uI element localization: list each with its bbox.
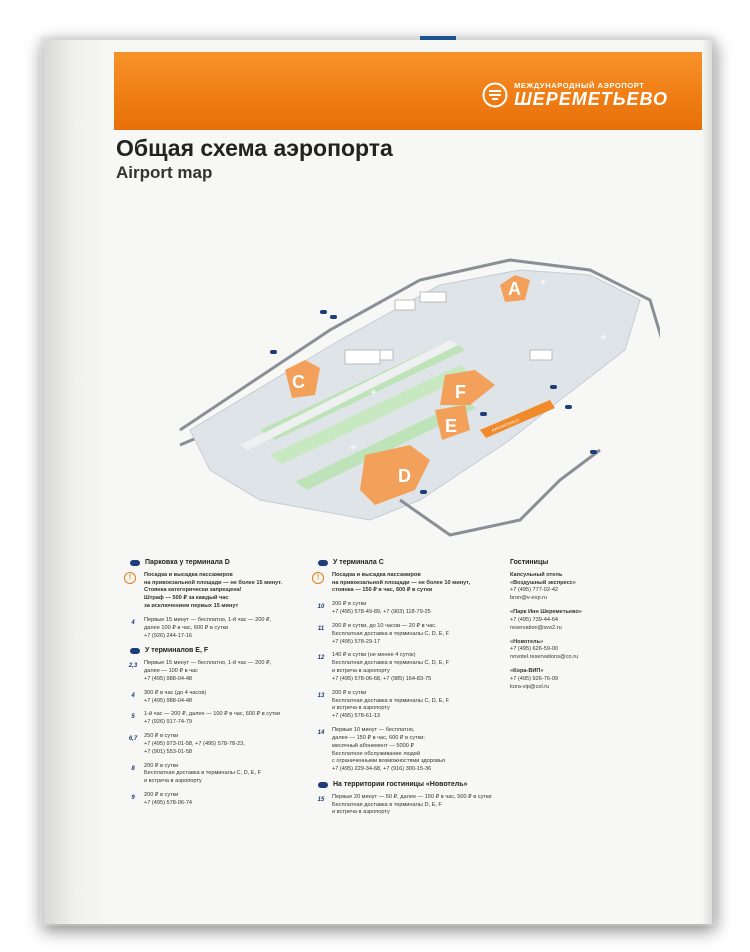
parking-icon xyxy=(590,450,597,454)
section-header-terminal-d xyxy=(130,558,310,568)
hotel-email: bron@v-exp.ru xyxy=(510,595,548,602)
item-line: Бесплатная доставка в терминалы D, E, F xyxy=(332,801,442,808)
parking-number: 6,7 xyxy=(128,736,138,743)
parking-number: 12 xyxy=(317,655,325,662)
item-line: +7 (901) 553-01-58 xyxy=(144,748,193,755)
parking-number: 10 xyxy=(317,604,325,611)
parking-item xyxy=(318,727,503,774)
terminal-f-label: F xyxy=(455,382,466,402)
parking-icon xyxy=(480,412,487,416)
section-title: Гостиницы xyxy=(510,559,549,566)
parking-number: 14 xyxy=(317,730,325,737)
hotel-name: «Воздушный экспресс» xyxy=(510,579,576,586)
parking-number: 5 xyxy=(131,714,135,721)
section-header-hotels xyxy=(510,558,610,568)
item-line: +7 (495) 578-06-68, +7 (985) 164-83-75 xyxy=(332,675,432,682)
hotel-phone: +7 (495) 739-44-64 xyxy=(510,616,559,623)
item-line: 200 ₽ в сутки xyxy=(332,689,367,696)
parking-item xyxy=(130,690,310,706)
parking-item xyxy=(130,711,310,727)
page-edge xyxy=(702,40,712,924)
section-header-terminal-ef xyxy=(130,646,310,656)
airplane-icon: ✈ xyxy=(370,388,377,397)
page-title-en: Airport map xyxy=(116,163,213,182)
item-line: далее 100 ₽ в час, 600 ₽ в сутки xyxy=(144,624,229,631)
logo-subtitle: МЕЖДУНАРОДНЫЙ АЭРОПОРТ xyxy=(514,81,645,91)
item-line: Бесплатная доставка в терминалы C, D, E, F xyxy=(332,630,450,637)
item-line: +7 (495) 988-04-48 xyxy=(144,675,193,682)
parking-item xyxy=(318,794,503,817)
item-line: +7 (495) 973-01-58, +7 (495) 578-78-23, xyxy=(144,740,245,747)
airplane-icon: ✈ xyxy=(350,443,357,452)
parking-number: 2,3 xyxy=(128,663,138,670)
hotel-entry xyxy=(510,609,610,632)
hotel-name: «Кора-ВИП» xyxy=(510,668,544,675)
hotel-name: Капсульный отель xyxy=(510,571,563,578)
section-title: У терминалов E, F xyxy=(145,647,209,655)
hotel-entry xyxy=(510,668,610,691)
airplane-icon: ✈ xyxy=(600,333,607,342)
parking-item xyxy=(130,763,310,786)
terminal-e-label: E xyxy=(445,416,458,436)
terminal-c-label: C xyxy=(292,372,305,392)
item-line: +7 (495) 578-06-74 xyxy=(144,799,193,806)
item-line: 250 ₽ в сутки xyxy=(144,733,179,740)
airport-logo xyxy=(482,80,668,110)
item-line: +7 (495) 988-04-48 xyxy=(144,697,193,704)
parking-item xyxy=(318,623,503,646)
warning-line: Штраф — 500 ₽ за каждый час xyxy=(144,595,229,602)
parking-item xyxy=(130,617,310,640)
hotel-entry xyxy=(510,639,610,662)
item-line: +7 (495) 229-34-68, +7 (916) 300-15-36 xyxy=(332,766,432,773)
building xyxy=(395,300,415,310)
airplane-icon: ✈ xyxy=(540,278,547,287)
warning-line: на привокзальной площади — не более 10 минут, xyxy=(332,579,471,586)
parking-icon xyxy=(565,405,572,409)
item-line: далее — 100 ₽ в час xyxy=(144,668,198,675)
hotel-email: kora-vip@col.ru xyxy=(510,683,550,690)
item-line: +7 (495) 578-49-89, +7 (903) 118-79-25 xyxy=(332,609,431,616)
item-line: +7 (495) 578-61-13 xyxy=(332,713,381,720)
warning-note xyxy=(130,572,310,611)
hotel-name: «Парк Инн Шереметьево» xyxy=(510,609,582,616)
item-line: месячный абонемент — 5000 ₽ xyxy=(332,742,414,749)
item-line: и встреча в аэропорту xyxy=(332,668,390,675)
item-line: Бесплатная доставка в терминалы C, D, E, F xyxy=(144,770,262,777)
item-line: 140 ₽ в сутки (не менее 4 суток) xyxy=(332,652,416,659)
warning-note xyxy=(318,572,503,595)
item-line: и встреча в аэропорту xyxy=(332,705,390,712)
airport-map xyxy=(120,190,660,570)
section-header-terminal-c xyxy=(318,558,503,568)
parking-number: 15 xyxy=(317,796,325,803)
building xyxy=(420,292,446,302)
section-title: Парковка у терминала D xyxy=(145,559,230,566)
item-line: 200 ₽ в сутки xyxy=(332,601,367,608)
warning-line: Стоянка категорически запрещена! xyxy=(144,587,242,594)
parking-number: 8 xyxy=(131,765,135,772)
hotel-name: «Новотель» xyxy=(510,638,544,645)
parking-number: 13 xyxy=(317,692,325,699)
parking-icon xyxy=(318,782,328,788)
parking-number: 11 xyxy=(317,625,325,632)
parking-item xyxy=(130,792,310,808)
hotel-email: reservation@svo2.ru xyxy=(510,624,562,631)
parking-number: 9 xyxy=(131,794,135,801)
item-line: 1-й час — 200 ₽, далее — 100 ₽ в час, 600 ₽ в сутки xyxy=(144,711,281,718)
warning-line: Посадка и высадка пассажиров xyxy=(332,571,421,578)
page-curl-shadow xyxy=(44,40,114,924)
parking-item xyxy=(318,690,503,721)
item-line: Бесплатная доставка в терминалы C, D, E, F xyxy=(332,697,450,704)
building xyxy=(530,350,552,360)
item-line: 300 ₽ в час (до 4 часов) xyxy=(144,689,207,696)
logo-text xyxy=(514,82,668,108)
item-line: Первые 10 минут — бесплатно, xyxy=(332,727,415,734)
hotels-column xyxy=(510,558,610,698)
parking-item xyxy=(318,601,503,617)
parking-item xyxy=(130,660,310,683)
parking-icon xyxy=(318,560,328,566)
warning-line: на привокзальной площади — не более 15 минут. xyxy=(144,579,283,586)
parking-icon xyxy=(420,490,427,494)
item-line: +7 (926) 244-17-16 xyxy=(144,632,193,639)
item-line: 200 ₽ в сутки xyxy=(144,762,179,769)
terminal-d-label: D xyxy=(398,466,411,486)
hotel-phone: +7 (495) 777-02-42 xyxy=(510,587,559,594)
parking-icon xyxy=(130,648,140,654)
building xyxy=(345,350,380,364)
warning-line: за исключением первых 15 минут xyxy=(144,603,239,610)
parking-icon xyxy=(550,385,557,389)
item-line: +7 (926) 917-74-79 xyxy=(144,719,193,726)
parking-icon xyxy=(330,315,337,319)
logo-title: ШЕРЕМЕТЬЕВО xyxy=(514,88,668,109)
item-line: 200 ₽ в сутки xyxy=(144,791,179,798)
parking-icon xyxy=(320,310,327,314)
warning-icon: ! xyxy=(312,572,324,584)
hotel-email: novotel.reservations@co.ru xyxy=(510,654,579,661)
item-line: Первые 15 минут — бесплатно, 1-й час — 200 ₽, xyxy=(144,660,272,667)
item-line: далее — 150 ₽ в час, 600 ₽ в сутки; xyxy=(332,734,425,741)
page-title-ru: Общая схема аэропорта xyxy=(116,135,393,161)
parking-column-1 xyxy=(130,558,310,814)
parking-number: 4 xyxy=(131,692,135,699)
warning-line: стоянка — 150 ₽ в час, 600 ₽ в сутки xyxy=(332,587,433,594)
hotel-entry xyxy=(510,572,610,603)
parking-item xyxy=(130,733,310,756)
parking-item xyxy=(318,652,503,683)
item-line: +7 (495) 578-29-17 xyxy=(332,638,381,645)
item-line: Бесплатная доставка в терминалы C, D, E, F xyxy=(332,660,450,667)
item-line: Бесплатное обслуживание людей xyxy=(332,750,421,757)
parking-column-2 xyxy=(318,558,503,823)
item-line: и встреча в аэропорту xyxy=(332,809,390,816)
logo-mark-icon xyxy=(482,82,508,108)
warning-icon: ! xyxy=(124,572,136,584)
section-title: На территории гостиницы «Новотель» xyxy=(333,781,468,789)
hotel-phone: +7 (495) 926-76-09 xyxy=(510,675,559,682)
item-line: Первые 15 минут — бесплатно, 1-й час — 200 ₽, xyxy=(144,616,272,623)
item-line: Первые 20 минут — 50 ₽, далее — 150 ₽ в час, 500 ₽ в сутки xyxy=(332,793,492,800)
hotel-phone: +7 (495) 626-59-00 xyxy=(510,646,559,653)
parking-icon xyxy=(270,350,277,354)
section-header-novotel xyxy=(318,780,503,790)
aeroexpress-label: АЭРОЭКСПРЕСС xyxy=(490,418,521,433)
item-line: и встреча в аэропорту xyxy=(144,778,202,785)
item-line: 200 ₽ в сутки, до 10 часов — 20 ₽ в час. xyxy=(332,622,437,629)
parking-icon xyxy=(130,560,140,566)
terminal-a-label: A xyxy=(508,279,521,299)
item-line: с ограниченными возможностями здоровья xyxy=(332,758,445,765)
parking-number: 4 xyxy=(131,619,135,626)
warning-line: Посадка и высадка пассажиров xyxy=(144,571,233,578)
section-title: У терминала С xyxy=(333,559,384,566)
